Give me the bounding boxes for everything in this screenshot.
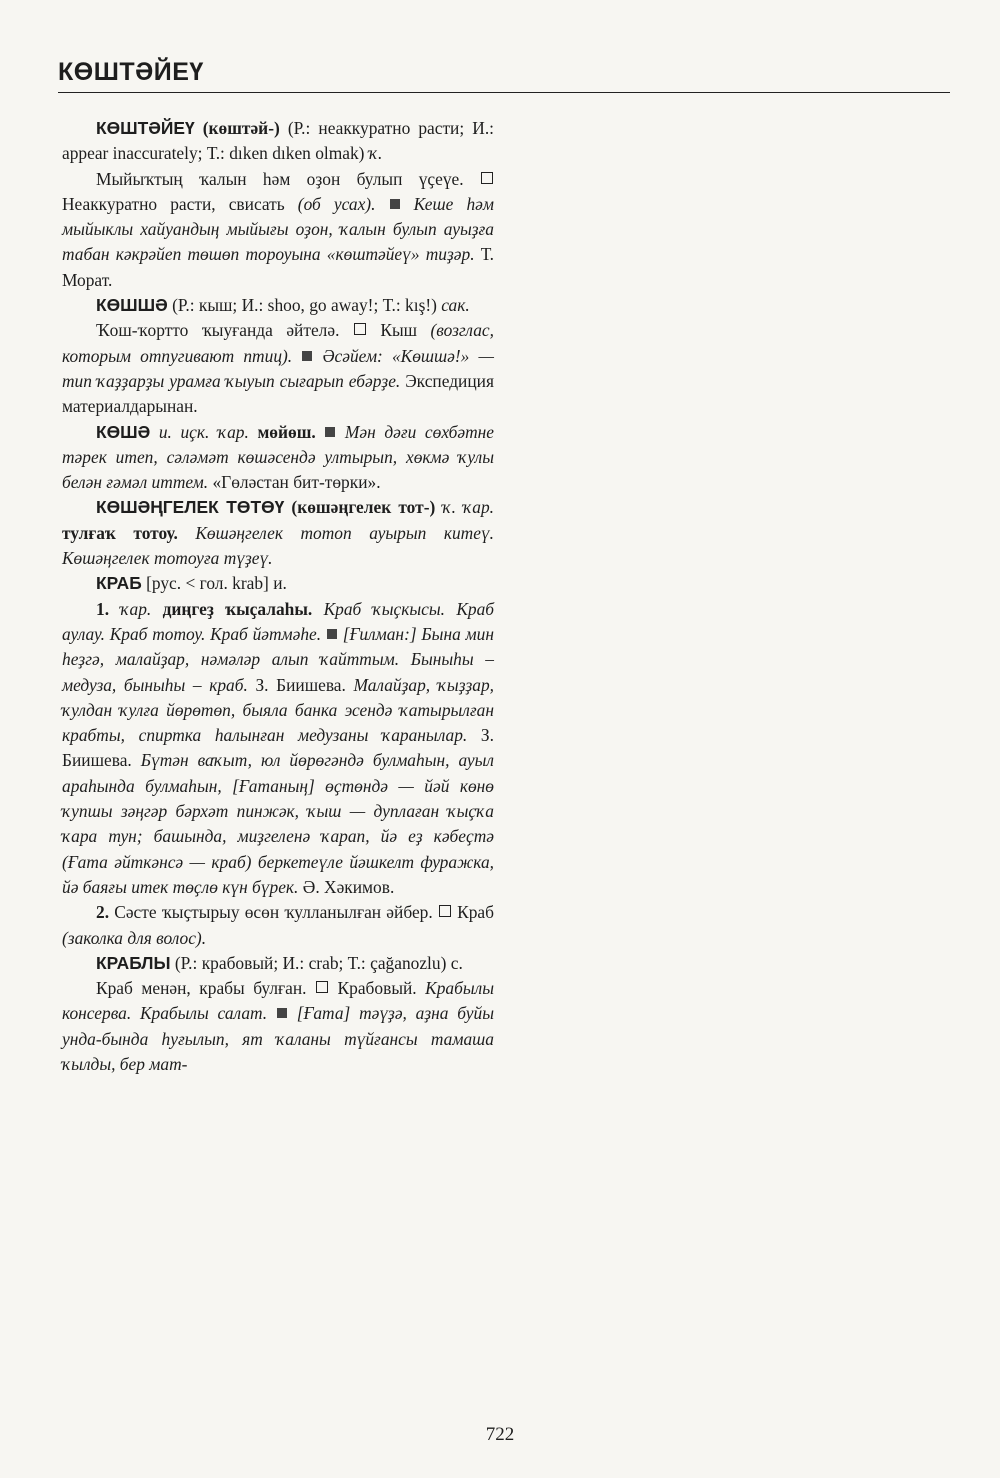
russian-equivalent: Краб xyxy=(457,902,494,923)
citation-source: Экспедиция материалдарынан. xyxy=(62,370,494,417)
sense-text xyxy=(62,318,494,419)
left-column xyxy=(62,116,494,1077)
cross-reference: диңгеҙ ҡыҫалаһы. xyxy=(162,598,313,619)
definition: Краб менән, крабы булған. xyxy=(96,978,316,999)
example: Краб ҡыҫкысы. Краб аулау. Краб тотоу. Краб йәтмәһе. xyxy=(62,598,495,644)
citation-icon xyxy=(277,1008,287,1018)
example: Крабылы консерва. Крабылы салат. xyxy=(62,978,494,1024)
russian-equivalent-icon xyxy=(481,172,493,184)
header-rule xyxy=(58,92,950,93)
sense-number: 1. xyxy=(96,598,110,619)
citation: Бүтән ваҡыт, юл йөрөгәндә булмаһын, ауыл араһында булмаһын, [Ғатаның] өҫтөндә — йәй көнө ҡупшы зәңгәр бәрхәт пинжәк, ҡыш — дуплаған ҡыҫҡа ҡара тун; башында, миҙгеленә ҡарап, йә еҙ кәбеҫтә (Ғата әйткәнсә — краб) беркетеүле йәшкелт фуражка, йә баяғы итек төҫлө күн бүрек. xyxy=(62,750,494,897)
example: Көшәңгелек тотоп ауырып китеү. Көшәңгелек тотоуға түҙеү. xyxy=(62,522,494,569)
translations: (Р.: кыш; И.: shoo, go away!; Т.: kış!) xyxy=(167,295,442,316)
grammar-label: и. иҫк. ҡар. xyxy=(150,421,258,442)
citation-source: З. Биишева. xyxy=(247,674,346,695)
sense-text xyxy=(62,976,494,1077)
example: Мыйыҡтың ҡалын һәм оҙон булып үҫеүе. xyxy=(96,168,464,189)
cross-reference: тулғаҡ тотоу. xyxy=(62,522,178,543)
sense-1 xyxy=(62,597,494,901)
entry-koshsha xyxy=(62,293,494,318)
citation-icon xyxy=(327,629,337,639)
entry-koshangelek xyxy=(62,495,494,571)
translations: (Р.: неаккуратно расти; И.: appear inaccurately; Т.: dıken dıken olmak) xyxy=(62,118,494,164)
part-of-speech: ҡ. xyxy=(368,143,383,164)
russian-note: (об усах). xyxy=(297,193,376,214)
definition: Сәсте ҡыҫтырыу өсөн ҡулланылған әйбер. xyxy=(109,902,438,923)
citation: Мән дәғи сөхбәтне тәрек итеп, сәләмәт көшәсендә ултырып, хөкмә ҡулы белән ғәмәл иттем. xyxy=(62,421,494,493)
grammar-label: ҡар. xyxy=(109,598,163,619)
sense-text xyxy=(62,167,494,293)
stem-form: (көшәңгелек тот-) xyxy=(284,497,443,518)
translations: (Р.: крабовый; И.: crab; Т.: çağanozlu) с. xyxy=(170,952,463,973)
example: Ҡош-ҡортто ҡыуғанда әйтелә. xyxy=(96,320,353,341)
citation-source: Т. Морат. xyxy=(62,244,495,290)
entry-koshtayeu xyxy=(62,116,494,167)
citation: Малайҙар, ҡыҙҙар, ҡулдан ҡулға йөрөтөп, быяла банка эсендә ҡатырылған крабты, спиртка һалынған медузаны ҡаранылар. xyxy=(62,674,494,746)
sense-number: 2. xyxy=(96,902,110,923)
citation-icon xyxy=(325,427,335,437)
entry-krab xyxy=(62,571,494,596)
citation: Әсәйем: «Көшшә!» — тип ҡаҙҙарҙы урамға ҡыуып сығарып ебәрҙе. xyxy=(62,345,494,391)
headword: КӨШӘ xyxy=(96,421,151,442)
russian-equivalent-icon xyxy=(439,905,451,917)
headword: КРАБЛЫ xyxy=(96,952,171,973)
russian-equivalent: Неаккуратно расти, свисать xyxy=(62,193,298,214)
sense-2 xyxy=(62,900,494,951)
russian-equivalent: Кыш xyxy=(380,320,431,341)
citation: [Ғата] тәүҙә, аҙна буйы унда-бында һуғылып, ят ҡаланы түйғансы тамаша ҡылды, бер мат- xyxy=(62,1003,494,1074)
russian-note: (заколка для волос). xyxy=(62,927,207,948)
entry-kosha xyxy=(62,420,494,496)
citation: Кеше һәм мыйыклы хайуандың мыйығы оҙон, ҡалын булып ауыҙға табан кәкрәйеп төшөп тороуына «көштәйеү» тиҙәр. xyxy=(62,193,494,265)
citation-source: Ә. Хәкимов. xyxy=(298,876,395,897)
cross-reference: мөйөш. xyxy=(257,421,316,442)
etymology: [рус. < гол. krab] и. xyxy=(141,573,287,594)
headword: КӨШТӘЙЕҮ xyxy=(96,118,195,138)
page-number: 722 xyxy=(485,1424,515,1445)
russian-equivalent: Крабовый. xyxy=(337,978,417,999)
citation-source: «Гөләстан бит-төрки». xyxy=(208,472,381,493)
part-of-speech: сак. xyxy=(441,295,470,316)
stem-form: (көштәй-) xyxy=(202,118,280,138)
citation-icon xyxy=(302,351,312,361)
entry-krably xyxy=(62,951,494,976)
russian-note: (возглас, которым отпугивают птиц). xyxy=(62,320,494,366)
grammar-label: ҡ. ҡар. xyxy=(442,497,494,518)
citation-source: З. Биишева. xyxy=(62,725,494,771)
headword: КӨШШӘ xyxy=(96,295,168,316)
headword: КӨШӘҢГЕЛЕК ТӨТӨҮ xyxy=(96,497,285,518)
russian-equivalent-icon xyxy=(316,981,328,993)
citation: [Ғилман:] Бына мин һеҙгә, малайҙар, нәмәләр алып ҡайттым. Быныһы – медуза, быныһы – краб. xyxy=(62,623,494,695)
citation-icon xyxy=(390,199,400,209)
running-head: КӨШТӘЙЕҮ xyxy=(58,58,204,86)
headword: КРАБ xyxy=(96,573,142,594)
russian-equivalent-icon xyxy=(354,323,366,335)
